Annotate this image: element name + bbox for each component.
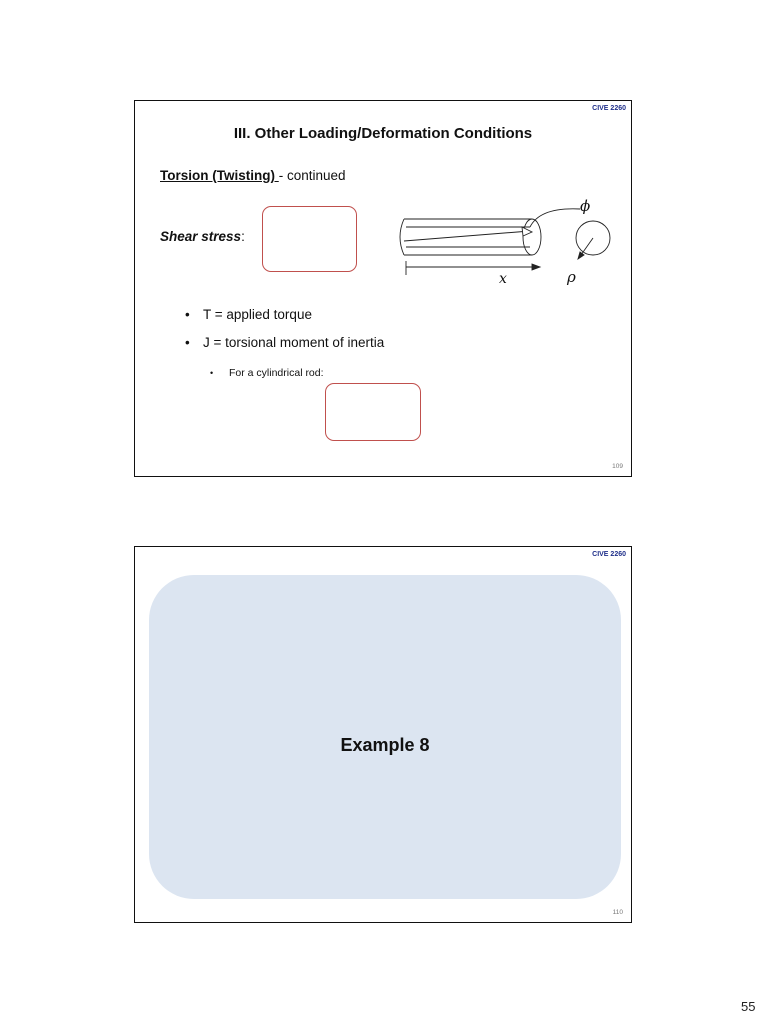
slide-title: III. Other Loading/Deformation Conditions: [233, 125, 533, 142]
list-item: [185, 307, 384, 322]
rho-label: ρ: [567, 268, 576, 286]
shear-stress-text: Shear stress: [160, 229, 242, 244]
polar-moment-formula-box: [325, 383, 421, 441]
shear-stress-label: [160, 229, 245, 244]
x-label: x: [499, 271, 507, 286]
page-number: 55: [741, 999, 756, 1014]
rho-arrowhead: [578, 252, 584, 259]
bullet-icon: •: [210, 368, 214, 378]
course-code: CIVE 2260: [592, 551, 626, 558]
subtitle-topic: Torsion (Twisting): [160, 168, 279, 183]
bullet-text: T = applied torque: [203, 307, 312, 322]
shear-colon: :: [241, 229, 245, 244]
bullet-text: J = torsional moment of inertia: [203, 335, 385, 350]
example-panel: [149, 575, 621, 899]
slide-subtitle: [160, 168, 346, 183]
example-title: Example 8: [340, 735, 430, 755]
torsion-rod-diagram: [390, 191, 620, 286]
bullet-icon: •: [185, 307, 190, 322]
slide-109: [134, 100, 632, 477]
sub-bullet-text: For a cylindrical rod:: [229, 367, 324, 379]
x-arrowhead: [532, 264, 540, 270]
rho-arrow-line: [581, 238, 593, 255]
slide-number: 109: [612, 463, 623, 470]
slide-110: [134, 546, 632, 923]
list-item: [185, 335, 384, 350]
rod-back-cap: [400, 219, 404, 255]
twist-arrowhead: [522, 227, 532, 236]
phi-arc: [530, 209, 580, 227]
shear-stress-formula-box: [262, 206, 357, 272]
slide-number: 110: [612, 909, 623, 916]
phi-label: ϕ: [580, 197, 591, 215]
twist-line: [404, 231, 530, 241]
sub-bullet: [210, 367, 324, 379]
bullet-list: [185, 307, 384, 363]
course-code: CIVE 2260: [592, 105, 626, 112]
subtitle-continued: - continued: [278, 168, 346, 183]
bullet-icon: •: [185, 335, 190, 350]
